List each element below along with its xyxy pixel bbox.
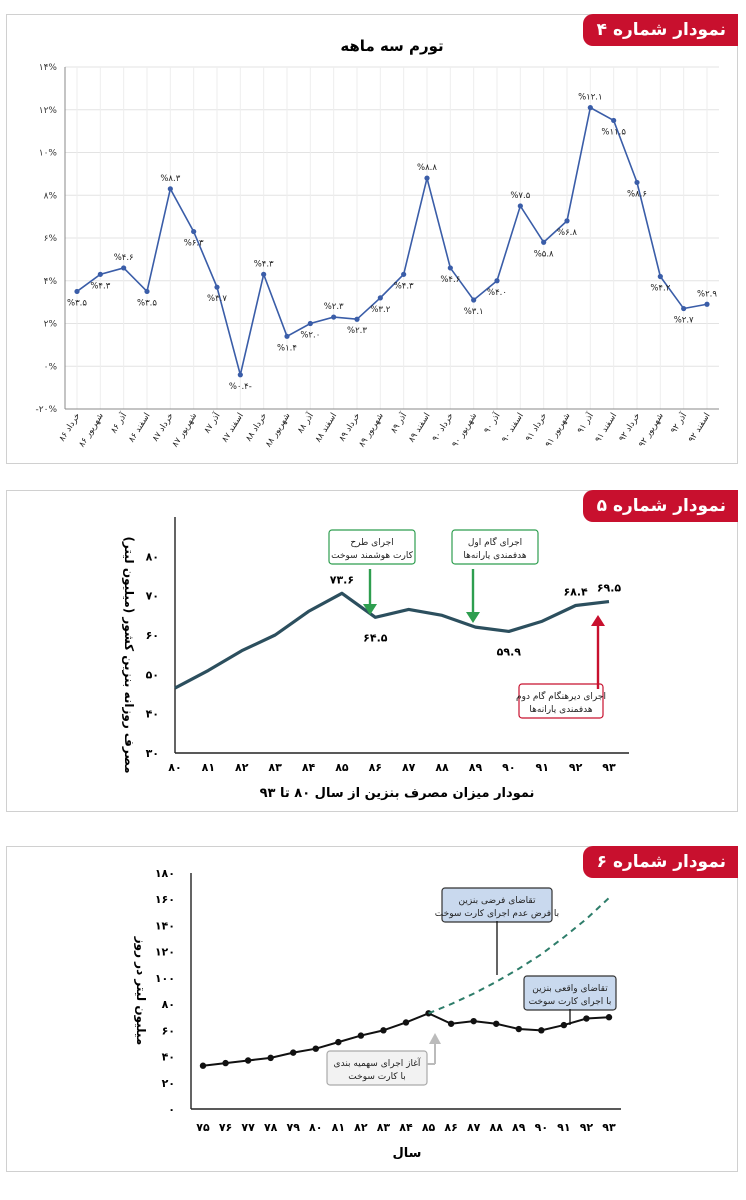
series-line (77, 108, 707, 375)
x-tick-label: اسفند ۸۷ (220, 411, 246, 445)
x-tick-label: ۸۲ (235, 761, 249, 774)
y-tick-label: ۶% (43, 234, 57, 244)
data-label: ۷۳.۶ (329, 573, 355, 587)
x-tick-label: خرداد ۹۱ (523, 411, 550, 444)
x-tick-label: ۹۳ (602, 761, 616, 774)
y-tick-label: ۱۴% (38, 63, 57, 73)
x-tick-label: ۸۰ (309, 1121, 323, 1134)
data-point (658, 274, 663, 279)
chart-panel-gasoline-demand (6, 846, 738, 1172)
data-point (634, 180, 639, 185)
x-tick-label: اسفند ۹۱ (593, 411, 620, 445)
data-label: %۰.۴- (228, 381, 252, 392)
x-tick-label: ۸۱ (331, 1121, 346, 1134)
x-tick-label: خرداد ۹۲ (617, 411, 643, 444)
annotation-text: با کارت سوخت (348, 1072, 406, 1082)
x-tick-label: ۸۳ (268, 761, 282, 774)
data-label: %۳.۵ (137, 298, 157, 309)
gasoline-consumption-chart (7, 491, 737, 811)
data-label: %۳.۵ (67, 298, 87, 309)
y-tick-label: ۱۲۰ (154, 945, 175, 959)
chart-badge: نمودار شماره ۴ (583, 14, 738, 46)
chart-title: تورم سه ماهه (340, 37, 444, 55)
x-tick-label: اسفند ۸۹ (406, 411, 433, 445)
x-tick-label: آذر ۹۱ (575, 411, 596, 436)
x-tick-label: شهریور ۹۱ (543, 411, 573, 450)
y-tick-label: ۵۰ (145, 668, 159, 682)
y-tick-label: ۶۰ (145, 629, 159, 642)
data-point (380, 1027, 386, 1033)
y-tick-label: ۶۰ (161, 1024, 175, 1038)
annotation-text: هدفمندی یارانه‌ها (463, 551, 527, 561)
data-label: %۴.۲ (650, 283, 671, 294)
x-tick-label: آذر ۹۲ (669, 411, 690, 436)
annotation-text: آغاز اجرای سهمیه بندی (333, 1059, 421, 1069)
data-point (98, 272, 103, 277)
data-label: %۴.۳ (393, 281, 414, 292)
data-point (606, 1014, 612, 1020)
y-tick-label: ۱۲% (38, 105, 57, 116)
data-label: ۶۸.۴ (563, 585, 588, 599)
y-tick-label: ۸% (43, 191, 57, 202)
x-tick-label: آذر ۹۰ (482, 411, 503, 436)
y-tick-label: ۱۶۰ (154, 893, 175, 907)
x-tick-label: ۸۹ (468, 761, 483, 774)
annotation-text: هدفمندی یارانه‌ها (529, 705, 593, 715)
annotation-text: با فرض عدم اجرای کارت سوخت (434, 909, 560, 919)
x-tick-label: ۹۱ (557, 1121, 571, 1134)
data-label: %۲.۹ (697, 289, 717, 300)
x-tick-label: شهریور ۹۰ (450, 411, 480, 450)
x-tick-label: ۷۷ (241, 1121, 255, 1134)
data-label: %۲.۷ (673, 315, 694, 326)
x-tick-label: شهریور ۹۲ (637, 411, 666, 450)
data-label: %۱۲.۱ (578, 92, 603, 103)
data-label: %۸.۳ (160, 173, 181, 184)
x-tick-label: ۸۴ (399, 1121, 413, 1134)
data-point (261, 272, 266, 277)
y-tick-label: ۱۰۰ (154, 971, 175, 985)
y-axis-label: میلیون لیتر در روز (134, 936, 148, 1046)
x-tick-label: اسفند ۹۰ (500, 411, 526, 445)
x-tick-label: شهریور ۸۶ (77, 411, 106, 450)
y-tick-label: ۰ (168, 1103, 175, 1116)
data-label: %۴.۰ (487, 287, 507, 298)
x-tick-label: آذر ۸۹ (389, 411, 410, 436)
data-label: %۲.۳ (323, 302, 344, 313)
x-tick-label: خرداد ۸۶ (57, 411, 83, 444)
annotation-arrow-head (591, 615, 605, 626)
data-point (331, 314, 336, 319)
data-point (358, 1032, 364, 1038)
data-point (448, 265, 453, 270)
annotation-text: تقاضای واقعی بنزین (532, 984, 608, 994)
x-tick-label: خرداد ۸۹ (337, 411, 363, 444)
x-tick-label: خرداد ۹۰ (430, 411, 456, 444)
x-tick-label: ۸۳ (376, 1121, 391, 1134)
x-tick-label: ۷۹ (286, 1121, 300, 1134)
data-point (191, 229, 196, 234)
annotation-text: تقاضای فرضی بنزین (458, 896, 536, 906)
x-tick-label: ۷۶ (218, 1121, 233, 1134)
y-tick-label: ۳۰ (145, 747, 159, 760)
data-point (588, 105, 593, 110)
series-line (175, 593, 609, 688)
data-label: %۱۱.۵ (601, 127, 626, 138)
data-label: %۲.۰ (300, 330, 321, 341)
y-tick-label: ۱۸۰ (154, 867, 175, 880)
y-tick-label: ۷۰ (145, 589, 159, 603)
x-tick-label: ۸۵ (421, 1121, 436, 1134)
x-tick-label: اسفند ۹۲ (686, 411, 713, 445)
y-tick-label: ۱۴۰ (154, 919, 175, 933)
x-tick-label: خرداد ۸۷ (150, 411, 176, 444)
x-tick-label: ۸۷ (401, 761, 416, 774)
data-label: %۳.۷ (207, 294, 227, 305)
y-tick-label: ۴۰ (145, 707, 159, 721)
chart-badge: نمودار شماره ۵ (583, 490, 738, 522)
annotation-text: اجرای طرح (350, 538, 394, 548)
data-point (583, 1015, 589, 1021)
data-label: %۲.۳ (347, 326, 367, 337)
data-point (518, 203, 523, 208)
x-tick-label: ۸۸ (489, 1121, 503, 1134)
data-point (335, 1039, 341, 1045)
x-tick-label: شهریور ۸۹ (357, 411, 386, 450)
x-tick-label: ۷۵ (196, 1121, 210, 1134)
data-point (222, 1060, 228, 1066)
annotation-text: اجرای گام اول (467, 538, 523, 548)
data-label: ۶۴.۵ (363, 631, 388, 645)
x-tick-label: آذر ۸۸ (295, 411, 316, 436)
data-label: %۶.۸ (557, 227, 577, 238)
x-tick-label: آذر ۸۷ (202, 411, 223, 436)
y-tick-label: ۲% (43, 319, 57, 330)
data-point (214, 285, 219, 290)
data-point (238, 372, 243, 377)
x-tick-label: ۸۵ (335, 761, 349, 774)
data-point (494, 278, 499, 283)
data-point (403, 1019, 409, 1025)
data-point (611, 118, 616, 123)
data-point (564, 218, 569, 223)
x-tick-label: ۸۲ (354, 1121, 368, 1134)
annotation-arrow-head (466, 612, 480, 623)
chart-panel-gasoline-consumption (6, 490, 738, 812)
data-point (541, 240, 546, 245)
annotation-text: با اجرای کارت سوخت (528, 997, 612, 1007)
x-tick-label: ۹۰ (502, 761, 516, 774)
data-label: %۴.۶ (440, 274, 461, 285)
data-point (493, 1021, 499, 1027)
x-tick-label: آذر ۸۶ (109, 411, 130, 436)
x-tick-label: ۷۸ (263, 1121, 278, 1134)
x-tick-label: ۹۱ (535, 761, 549, 774)
x-tick-label: ۸۹ (512, 1121, 526, 1134)
data-point (200, 1063, 206, 1069)
data-point (516, 1026, 522, 1032)
data-label: %۴.۳ (90, 281, 111, 292)
x-tick-label: ۹۳ (602, 1121, 616, 1134)
data-label: %۳.۲ (370, 304, 391, 315)
x-tick-label: اسفند ۸۸ (313, 411, 340, 445)
data-point (354, 317, 359, 322)
data-label: %۵.۸ (533, 249, 554, 260)
x-tick-label: خرداد ۸۸ (243, 411, 270, 444)
x-tick-label: ۹۲ (568, 761, 583, 774)
data-point (144, 289, 149, 294)
y-tick-label: -۲۰% (35, 405, 57, 415)
x-tick-label: ۸۶ (368, 761, 383, 774)
y-tick-label: ۴۰ (161, 1050, 175, 1064)
y-tick-label: ۲۰ (161, 1076, 175, 1090)
data-point (290, 1049, 296, 1055)
x-tick-label: شهریور ۸۷ (170, 411, 200, 450)
data-point (245, 1057, 251, 1063)
data-label: %۶.۳ (183, 238, 204, 249)
data-point (74, 289, 79, 294)
data-point (681, 306, 686, 311)
y-axis-label: مصرف روزانه بنزین کشور (میلیون لیتر) (122, 536, 136, 774)
data-point (313, 1045, 319, 1051)
chart-badge: نمودار شماره ۶ (583, 846, 738, 878)
data-label: %۳.۱ (463, 306, 484, 317)
x-tick-label: اسفند ۸۶ (126, 411, 153, 445)
y-tick-label: ۱۰% (38, 148, 57, 159)
annotation-text: کارت هوشمند سوخت (331, 551, 413, 561)
x-tick-label: ۸۴ (301, 761, 316, 774)
annotation-text: اجرای دیرهنگام گام دوم (516, 692, 606, 702)
x-tick-label: ۹۰ (534, 1121, 549, 1134)
y-tick-label: ۴% (43, 276, 57, 287)
data-point (378, 295, 383, 300)
x-tick-label: ۸۸ (435, 761, 449, 774)
data-point (168, 186, 173, 191)
x-tick-label: ۸۶ (444, 1121, 458, 1134)
x-axis-label: نمودار میزان مصرف بنزین از سال ۸۰ تا ۹۳ (259, 786, 535, 801)
data-label: %۸.۶ (627, 189, 647, 200)
data-point (538, 1027, 544, 1033)
data-point (471, 297, 476, 302)
data-point (561, 1022, 567, 1028)
data-point (308, 321, 313, 326)
data-point (121, 265, 126, 270)
y-tick-label: ۸۰ (161, 998, 175, 1012)
data-label: %۱.۴ (277, 343, 297, 354)
data-label: %۷.۵ (510, 190, 531, 201)
x-tick-label: ۸۰ (168, 761, 182, 774)
x-tick-label: ۹۲ (579, 1121, 594, 1134)
data-label: %۸.۸ (417, 163, 437, 174)
data-point (267, 1055, 273, 1061)
data-point (401, 272, 406, 277)
data-point (704, 302, 709, 307)
x-axis-label: سال (392, 1146, 422, 1161)
data-point (424, 176, 429, 181)
x-tick-label: ۸۱ (201, 761, 216, 774)
annotation-arrow-head (429, 1033, 441, 1044)
x-tick-label: شهریور ۸۸ (263, 411, 293, 450)
gasoline-demand-chart (7, 847, 737, 1171)
inflation-chart (7, 15, 737, 463)
data-label: %۴.۶ (113, 252, 134, 263)
data-label: %۴.۳ (253, 259, 274, 270)
x-tick-label: ۸۷ (466, 1121, 481, 1134)
chart-panel-inflation (6, 14, 738, 464)
data-point (470, 1018, 476, 1024)
data-label: ۵۹.۹ (496, 645, 522, 659)
y-tick-label: ۸۰ (145, 550, 159, 564)
data-point (284, 334, 289, 339)
data-point (448, 1021, 454, 1027)
data-label: ۶۹.۵ (596, 581, 622, 595)
y-tick-label: ۰% (43, 362, 57, 373)
